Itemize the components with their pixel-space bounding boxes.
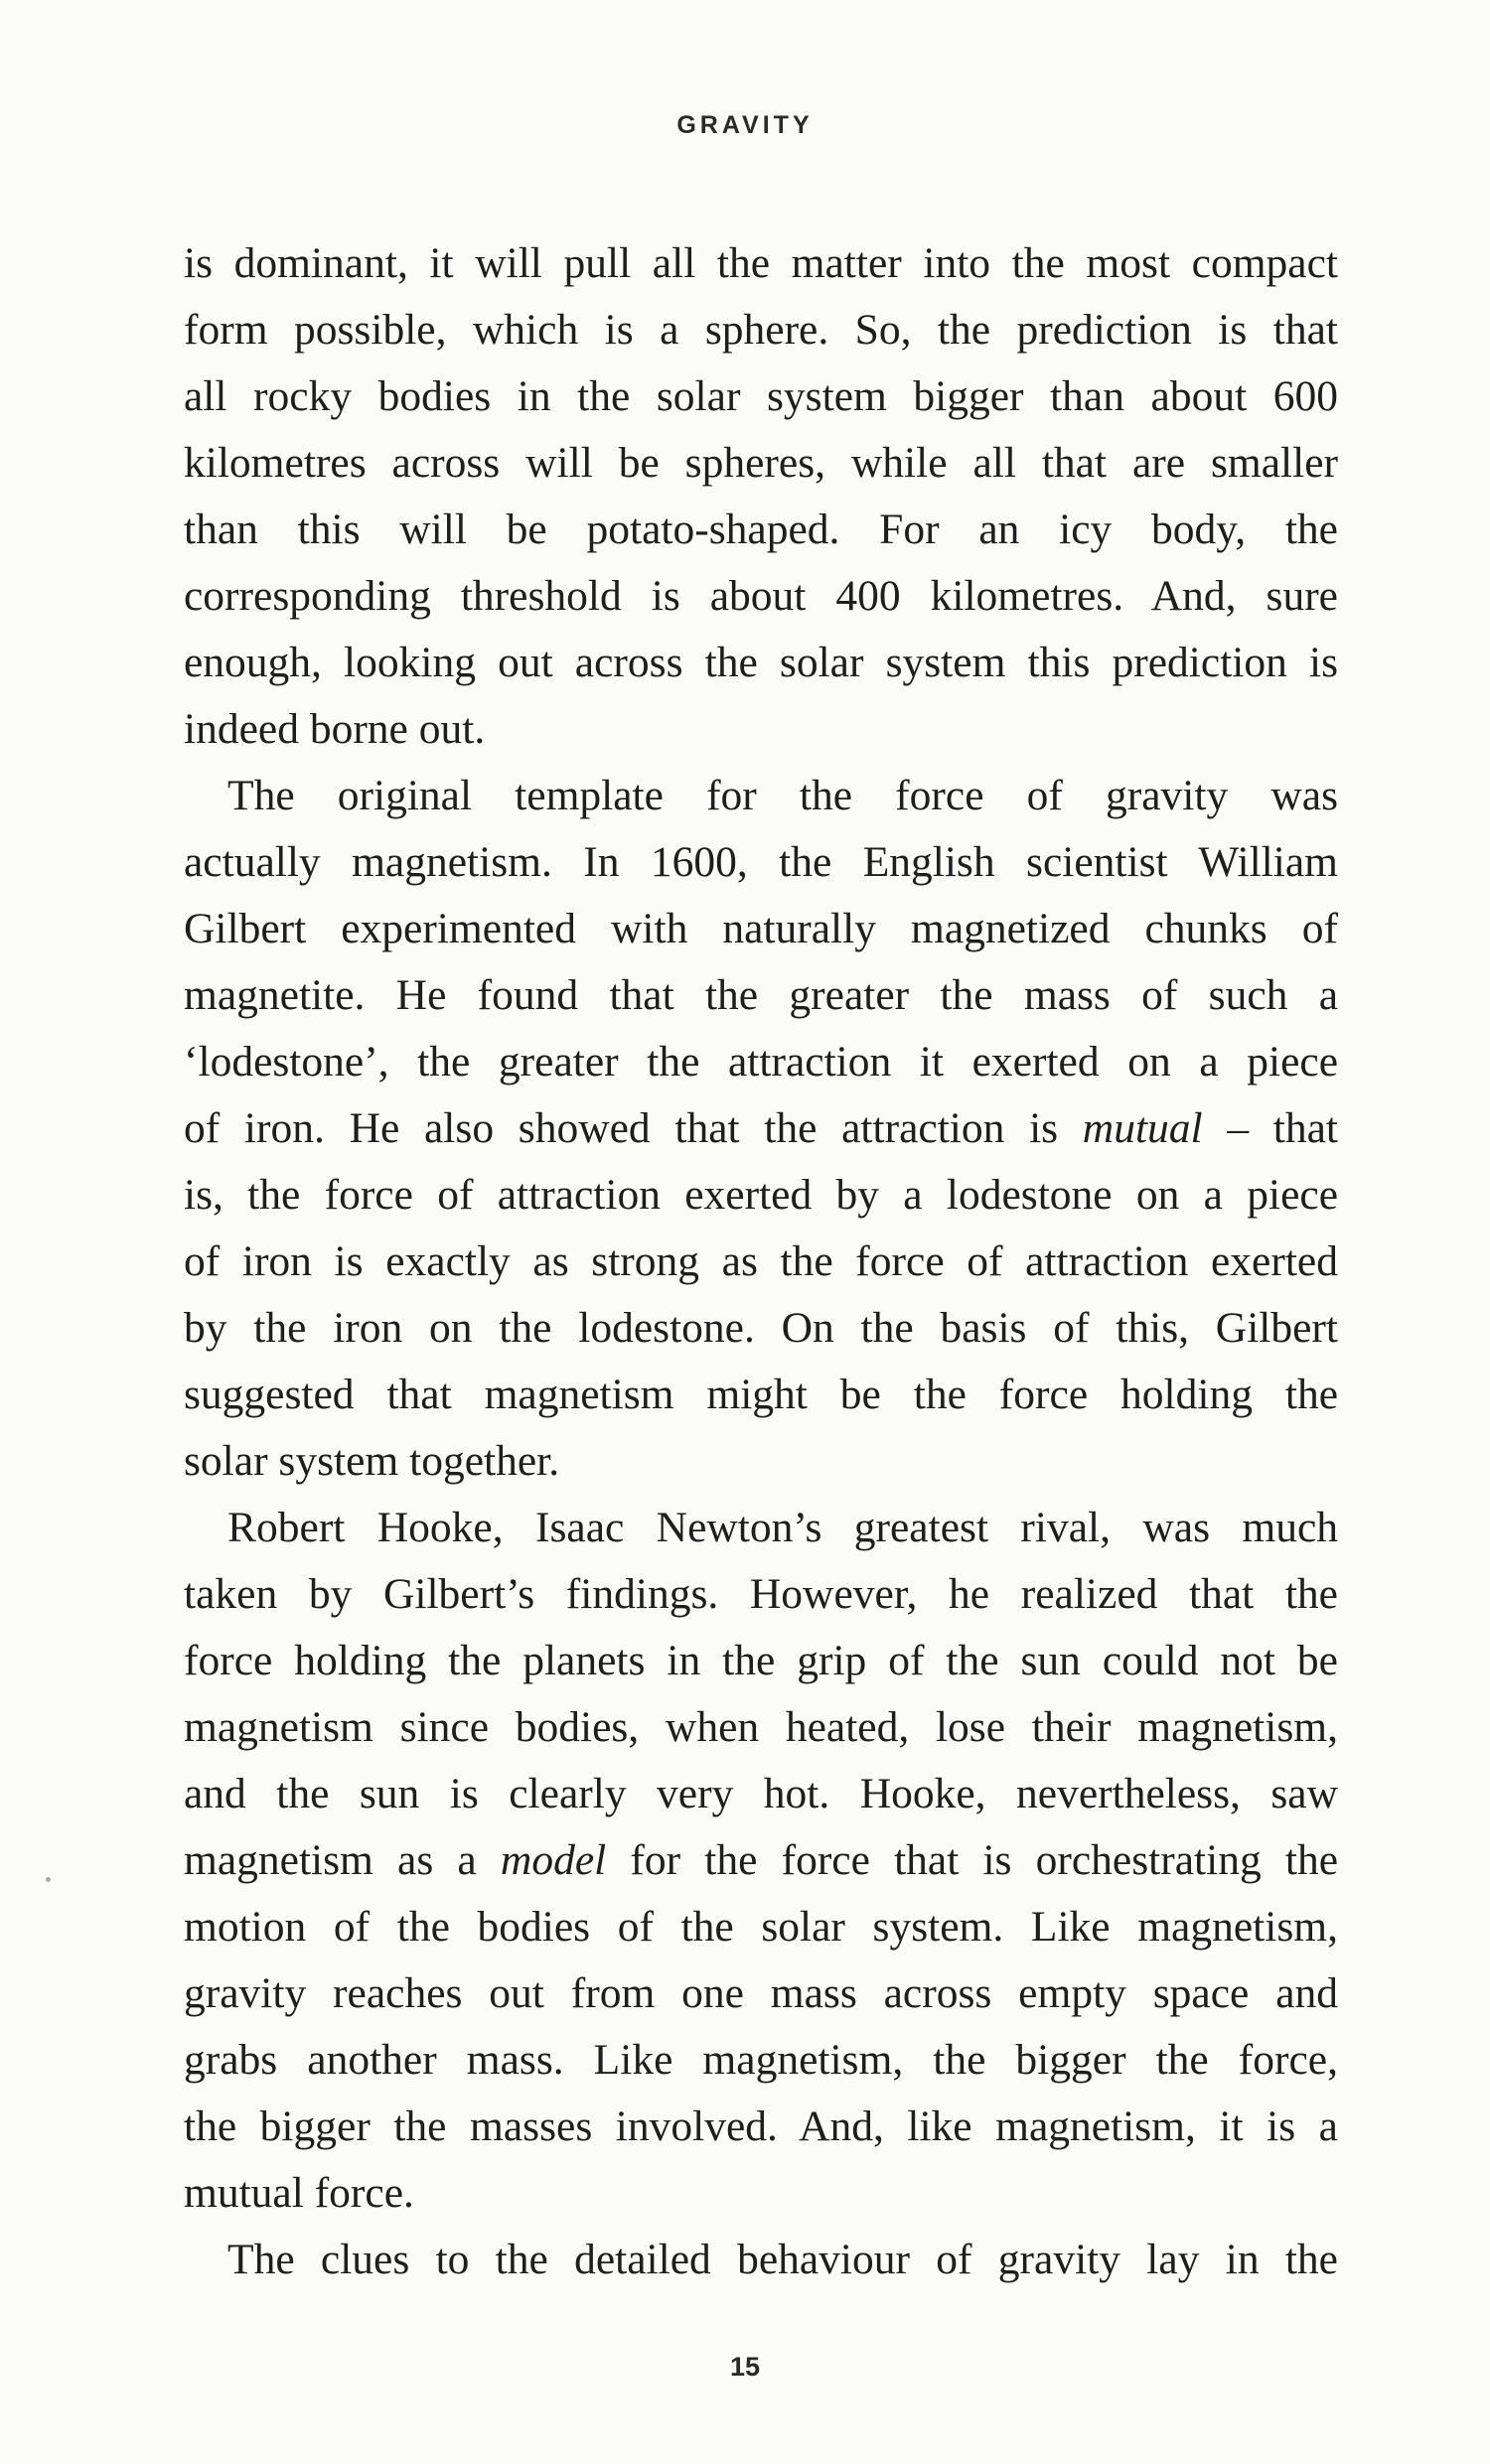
text-line: taken by Gilbert’s findings. However, he realized that the: [184, 1570, 1338, 1618]
text-line-mixed: [184, 1095, 1338, 1162]
text-line: is dominant, it will pull all the matter into the most compact: [184, 239, 1338, 287]
text-line: of iron is exactly as strong as the force of attraction exerted: [184, 1237, 1338, 1285]
text-line: form possible, which is a sphere. So, the prediction is that: [184, 306, 1338, 354]
text-line: magnetite. He found that the greater the mass of such a: [184, 971, 1338, 1019]
text-line: than this will be potato-shaped. For an icy body, the: [184, 506, 1338, 553]
body-text: [184, 230, 1338, 2293]
text-segment: magnetism as a: [184, 1836, 477, 1884]
text-line-mixed: [184, 1827, 1338, 1894]
running-head: GRAVITY: [676, 111, 814, 139]
text-segment: for the force that is orchestrating the: [630, 1836, 1339, 1884]
text-line: and the sun is clearly very hot. Hooke, nevertheless, saw: [184, 1770, 1338, 1817]
text-segment: of iron. He also showed that the attraction is: [184, 1104, 1059, 1152]
text-line: grabs another mass. Like magnetism, the bigger the force,: [184, 2036, 1338, 2084]
text-line: The clues to the detailed behaviour of gravity lay in the: [227, 2236, 1338, 2283]
text-line: the bigger the masses involved. And, like magnetism, it is a: [184, 2102, 1338, 2150]
emphasis-model: model: [500, 1836, 607, 1884]
text-line: Gilbert experimented with naturally magnetized chunks of: [184, 905, 1338, 952]
text-line: indeed borne out.: [184, 705, 486, 753]
page-number: 15: [729, 2352, 761, 2382]
text-line: actually magnetism. In 1600, the English scientist William: [184, 838, 1338, 886]
emphasis-mutual: mutual: [1082, 1104, 1203, 1152]
text-line: The original template for the force of gravity was: [227, 772, 1338, 819]
text-line: motion of the bodies of the solar system. Like magnetism,: [184, 1903, 1338, 1951]
text-line: kilometres across will be spheres, while all that are smaller: [184, 439, 1338, 487]
text-line: suggested that magnetism might be the force holding the: [184, 1371, 1338, 1418]
text-line: by the iron on the lodestone. On the basis of this, Gilbert: [184, 1304, 1338, 1352]
text-line: gravity reaches out from one mass across empty space and: [184, 1969, 1338, 2017]
text-line: ‘lodestone’, the greater the attraction it exerted on a piece: [184, 1038, 1338, 1086]
text-line: solar system together.: [184, 1437, 560, 1485]
text-segment: – that: [1202, 1104, 1339, 1152]
text-line: magnetism since bodies, when heated, lose their magnetism,: [184, 1703, 1338, 1751]
text-line: corresponding threshold is about 400 kilometres. And, sure: [184, 572, 1338, 620]
text-line: enough, looking out across the solar system this prediction is: [184, 639, 1338, 686]
text-line: force holding the planets in the grip of the sun could not be: [184, 1637, 1338, 1684]
text-line: mutual force.: [184, 2169, 414, 2217]
text-line: all rocky bodies in the solar system bigger than about 600: [184, 372, 1338, 420]
text-line: Robert Hooke, Isaac Newton’s greatest rival, was much: [227, 1504, 1338, 1551]
text-line: is, the force of attraction exerted by a lodestone on a piece: [184, 1171, 1338, 1219]
scan-speck: [46, 1877, 51, 1882]
